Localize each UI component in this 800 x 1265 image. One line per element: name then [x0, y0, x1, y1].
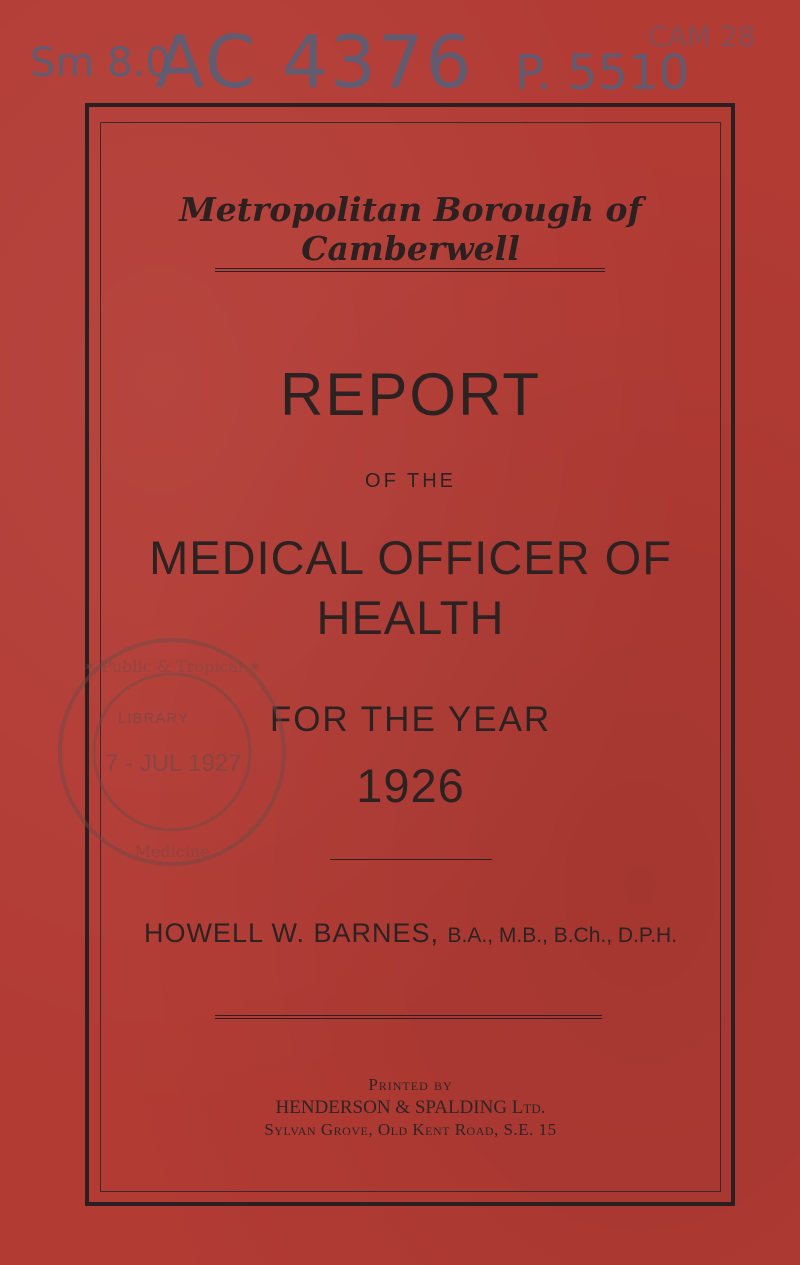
stamp-library-text: LIBRARY [118, 710, 189, 727]
printer-address: Sylvan Grove, Old Kent Road, S.E. 15 [264, 1120, 557, 1139]
report-year: 1926 [356, 759, 465, 812]
author-line [100, 918, 721, 949]
double-rule-top [215, 268, 605, 272]
printed-by-label: Printed by [368, 1075, 453, 1094]
handwritten-shelf-mark: Sm 8.0 [30, 40, 171, 86]
stamp-date-text: 7 - JUL 1927 [105, 750, 242, 777]
handwritten-page-mark: P. 5510 [515, 45, 690, 101]
double-rule-bottom [215, 1015, 602, 1019]
handwritten-right-mark: CAM 28 [648, 20, 756, 53]
author-name: HOWELL W. BARNES, [143, 918, 440, 948]
for-the-year-text: FOR THE YEAR [269, 700, 552, 739]
title-line-1: MEDICAL OFFICER OF [149, 531, 672, 584]
borough-title: Metropolitan Borough of Camberwell [179, 190, 642, 268]
of-the-text: OF THE [365, 470, 456, 492]
title-line-2: HEALTH [316, 591, 505, 644]
short-rule [330, 859, 492, 860]
author-qualifications: B.A., M.B., B.Ch., D.P.H. [447, 924, 678, 947]
printer-name: HENDERSON & SPALDING Ltd. [275, 1097, 546, 1118]
svg-text:Medicine: Medicine [134, 842, 210, 861]
handwritten-catalogue-number: AC 4376 [155, 20, 474, 104]
report-heading: REPORT [280, 361, 541, 428]
svg-text:✶ Public & Tropical ✶: ✶ Public & Tropical ✶ [82, 657, 262, 676]
